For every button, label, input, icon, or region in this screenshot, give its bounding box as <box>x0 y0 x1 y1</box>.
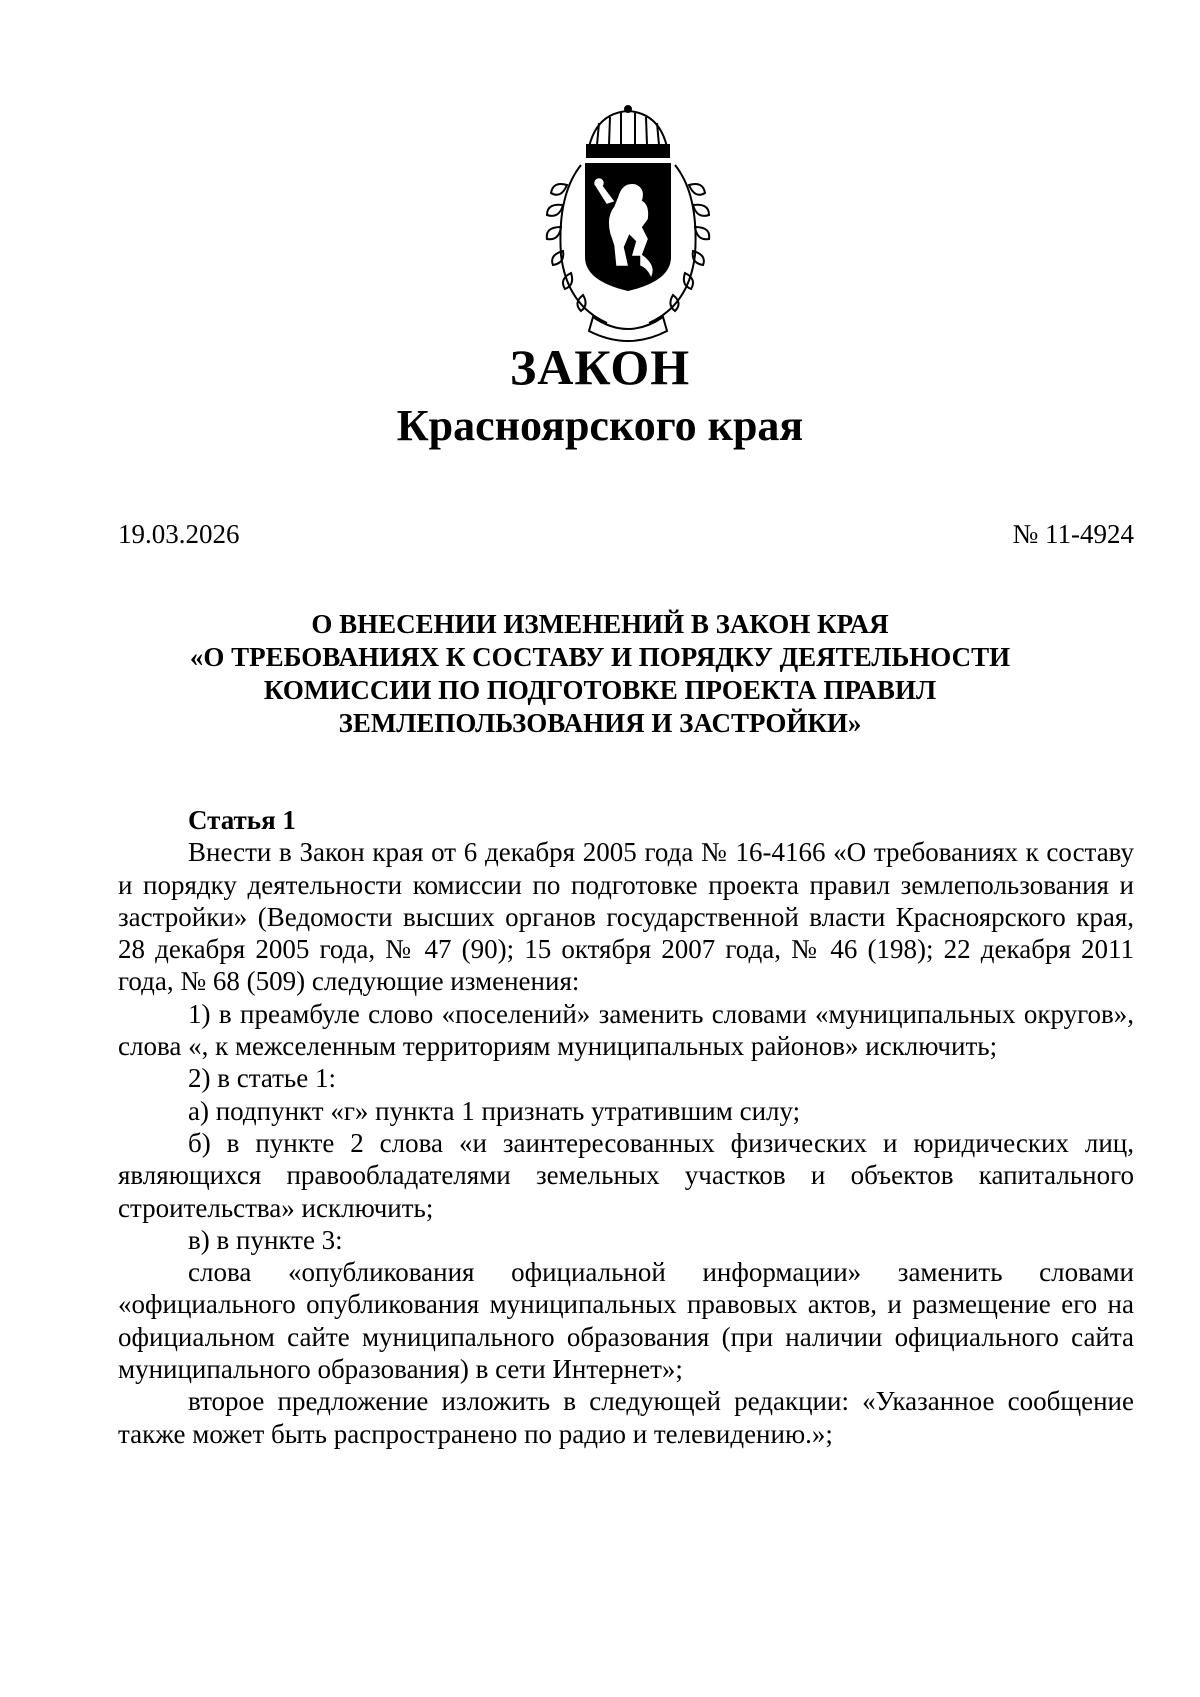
article-paragraph: Внести в Закон края от 6 декабря 2005 года № 16-4166 «О требованиях к составу и порядку деятельности комиссии по подготовке проекта правил землепользования и застройки» (Ведомости высших органов государственной власти Красноярского края, 28 декабря 2005 года, № 47 (90); 15 октября 2007 года, № 46 (198); 22 декабря 2011 года, № 68 (509) следующие изменения: <box>118 837 1134 997</box>
krasnoyarsk-coat-of-arms-icon <box>537 105 720 345</box>
article-paragraph: в) в пункте 3: <box>188 1224 343 1255</box>
document-title: ЗАКОН <box>509 339 691 395</box>
heading-line: О ВНЕСЕНИИ ИЗМЕНЕНИЙ В ЗАКОН КРАЯ <box>311 609 889 639</box>
article-paragraph: 1) в преамбуле слово «поселений» заменить словами «муниципальных округов», слова «, к межселенным территориям муниципальных районов» исключить; <box>118 998 1134 1062</box>
heading-line: КОМИССИИ ПО ПОДГОТОВКЕ ПРОЕКТА ПРАВИЛ <box>263 675 937 705</box>
article-paragraph: второе предложение изложить в следующей редакции: «Указанное сообщение также может быть распространено по радио и телевидению.»; <box>118 1386 1134 1449</box>
document-subtitle: Красноярского края <box>396 401 804 450</box>
article-paragraph: слова «опубликования официальной информации» заменить словами «официального опубликования муниципальных правовых актов, и размещение его на официальном сайте муниципального образования (при наличии официального сайта муниципального образования) в сети Интернет»; <box>118 1257 1134 1385</box>
heading-line: «О ТРЕБОВАНИЯХ К СОСТАВУ И ПОРЯДКУ ДЕЯТЕЛЬНОСТИ <box>189 642 1011 672</box>
document-date: 19.03.2026 <box>118 519 240 549</box>
heading-line: ЗЕМЛЕПОЛЬЗОВАНИЯ И ЗАСТРОЙКИ» <box>338 708 862 738</box>
document-number: № 11-4924 <box>1012 519 1134 549</box>
article-title: Статья 1 <box>188 805 296 835</box>
article-paragraph: а) подпункт «г» пункта 1 признать утратившим силу; <box>188 1095 801 1126</box>
article-body <box>118 804 1134 1450</box>
law-heading <box>0 608 1200 740</box>
article-paragraph: б) в пункте 2 слова «и заинтересованных физических и юридических лиц, являющихся правообладателями земельных участков и объектов капитального строительства» исключить; <box>118 1127 1134 1223</box>
article-paragraph: 2) в статье 1: <box>188 1063 336 1094</box>
